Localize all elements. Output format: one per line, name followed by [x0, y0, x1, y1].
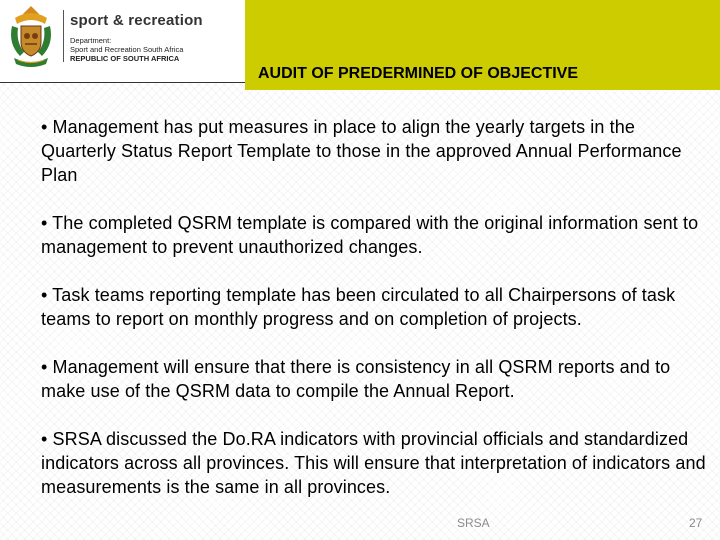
bullet-item: • The completed QSRM template is compared with the original information sent to management to prevent unauthorized changes.	[41, 213, 699, 257]
department-name: Sport and Recreation South Africa	[70, 45, 184, 54]
department-label: Department:	[70, 36, 112, 45]
brand-title: sport & recreation	[70, 12, 203, 29]
slide-title: AUDIT OF PREDERMINED OF OBJECTIVE	[258, 65, 579, 82]
page-number: 27	[689, 516, 703, 530]
country-name: REPUBLIC OF SOUTH AFRICA	[70, 54, 180, 63]
brand-divider	[63, 10, 64, 62]
bullet-item: • Management has put measures in place to align the yearly targets in the Quarterly Status Report Template to those in the approved Annual Performance Plan	[41, 117, 682, 185]
coat-of-arms-icon	[6, 4, 56, 70]
header-underline	[0, 82, 245, 83]
bullet-list	[41, 115, 706, 523]
bullet-item: • SRSA discussed the Do.RA indicators with provincial officials and standardized indicators across all provinces. This will ensure that interpretation of indicators and measurements is the same in all provinces.	[41, 429, 706, 497]
bullet-item: • Management will ensure that there is consistency in all QSRM reports and to make use of the QSRM data to compile the Annual Report.	[41, 357, 671, 401]
footer-text: SRSA	[457, 516, 490, 530]
department-logo-box	[0, 0, 246, 82]
bullet-item: • Task teams reporting template has been circulated to all Chairpersons of task teams to report on monthly progress and on completion of projects.	[41, 285, 676, 329]
